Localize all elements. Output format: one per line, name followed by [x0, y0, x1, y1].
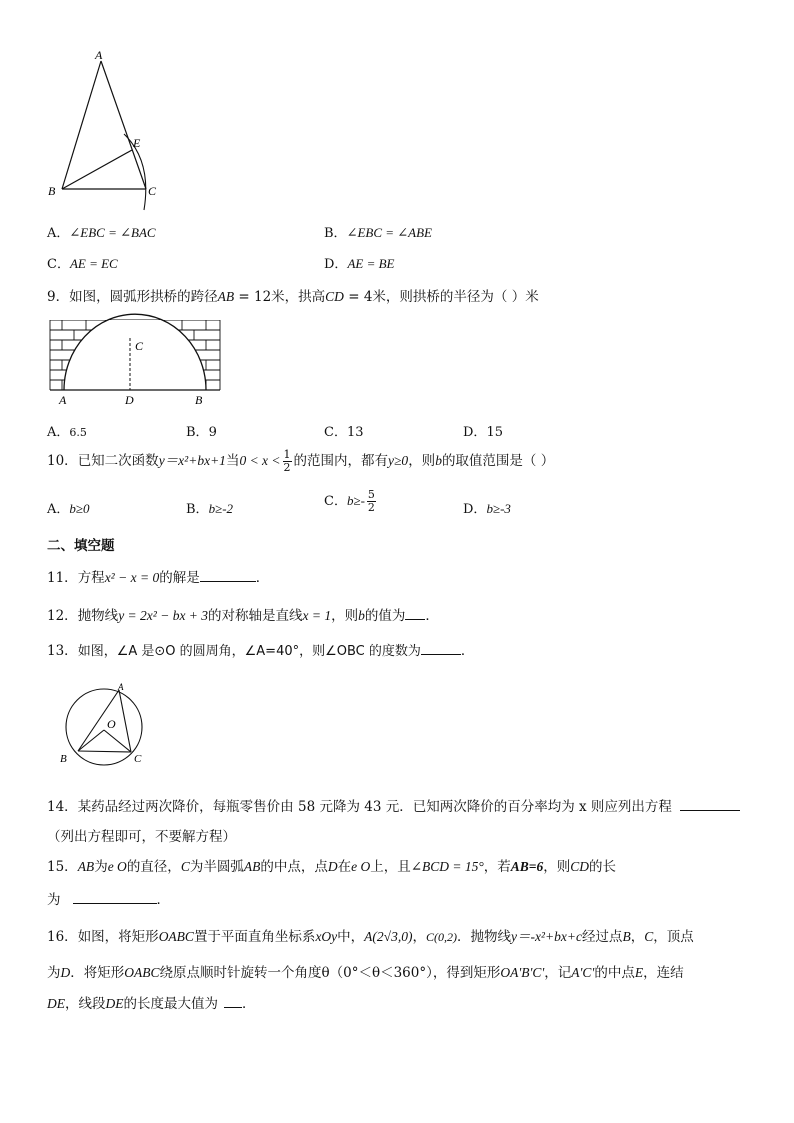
q8-figure [44, 46, 174, 216]
q9-label-b: B [195, 393, 203, 407]
q14-answer-blank[interactable] [680, 797, 740, 811]
q8-option-b-text: ∠EBC = ∠ABE [346, 225, 432, 240]
q10-option-c: C．b≥- $\frac{5}{2}$ [324, 488, 375, 514]
q13-label-b: B [60, 753, 67, 765]
q8-option-a-text: ∠EBC = ∠BAC [69, 225, 156, 240]
q11-answer-blank[interactable] [200, 568, 256, 582]
q8-option-b: B．∠EBC = ∠ABE [324, 225, 432, 241]
q16-line3: DE，线段DE的长度最大值为 ． [47, 996, 256, 1012]
q10-stem: 10．已知二次函数y＝x²+bx+1当0 < x < $\frac{1}{2}$ 的范围内，都有y≥0，则b的取值范围是（ ） [47, 448, 555, 474]
q9-label-c: C [135, 339, 144, 353]
q11-stem: 11．方程x² − x = 0的解是 ． [47, 570, 270, 586]
q14-stem: 14．某药品经过两次降价，每瓶零售价由 58 元降为 43 元．已知两次降价的百分率均为 x 则应列出方程 [47, 795, 740, 815]
q9-option-c: C．13 [324, 425, 364, 440]
q9-label-d: D [125, 393, 134, 407]
q8-label-b: B [48, 184, 56, 198]
q13-circle-figure [56, 680, 156, 768]
q9-label-a: A [59, 393, 67, 407]
q10-option-d: D．b≥-3 [463, 501, 511, 517]
q14-note: （列出方程即可，不要解方程） [47, 829, 236, 845]
q13-label-c: C [134, 753, 142, 765]
q10-option-c-fraction: $\frac{5}{2}$ [367, 488, 375, 514]
q15-stem: 15．AB为e O的直径，C为半圆弧AB的中点，点D在e O上，且∠BCD = 15°，若AB=6，则CD的长 [47, 859, 616, 875]
q9-option-c-text: 13 [346, 425, 364, 440]
q9-bridge-figure [44, 312, 229, 408]
q8-option-d: D．AE = BE [324, 256, 395, 272]
q8-label-a: A [95, 48, 103, 62]
q10-option-d-text: b≥-3 [486, 501, 511, 516]
q9-stem: 9．如图，圆弧形拱桥的跨径AB = 12米，拱高CD = 4米，则拱桥的半径为（ ）米 [47, 289, 539, 305]
q8-option-c-text: AE = EC [69, 256, 118, 271]
q10-option-a: A．b≥0 [47, 501, 90, 517]
q9-option-d-text: 15 [486, 425, 503, 440]
q8-option-d-text: AE = BE [347, 256, 395, 271]
q16-answer-blank[interactable] [224, 994, 242, 1008]
section-title-fill-in: 二、填空题 [47, 538, 115, 554]
q9-option-a-text: 6.5 [69, 426, 87, 439]
q9-option-d: D．15 [463, 425, 503, 440]
q13-label-o: O [107, 717, 116, 731]
q12-stem: 12．抛物线y = 2x² − bx + 3的对称轴是直线x = 1，则b的值为 ． [47, 608, 439, 624]
q16-stem: 16．如图，将矩形OABC置于平面直角坐标系xOy中，A(2√3,0)，C(0,2)．抛物线y＝-x²+bx+c经过点B，C，顶点 [47, 929, 694, 945]
q15-answer-blank[interactable] [73, 890, 157, 904]
q13-text: 如图，∠A 是⊙O 的圆周角，∠A=40°，则∠OBC 的度数为 [77, 644, 421, 659]
q10-option-c-text: b≥- [346, 493, 365, 508]
q10-option-b: B．b≥-2 [186, 501, 234, 517]
q16-line2: 为D．将矩形OABC绕原点顺时针旋转一个角度θ（0°＜θ＜360°），得到矩形OA'B'C'，记A'C'的中点E，连结 [47, 965, 684, 981]
q15-line2: 为 ． [47, 892, 170, 908]
q12-answer-blank[interactable] [405, 606, 425, 620]
q8-label-c: C [148, 184, 157, 198]
q10-option-b-text: b≥-2 [208, 501, 234, 516]
q8-option-c: C．AE = EC [47, 256, 118, 272]
q9-option-a: A．6.5 [47, 425, 87, 440]
q9-option-b: B．9 [186, 425, 217, 440]
q13-label-a: A [118, 682, 124, 692]
q8-option-a: A．∠EBC = ∠BAC [47, 225, 156, 241]
q9-option-b-text: 9 [208, 425, 217, 440]
q13-answer-blank[interactable] [421, 641, 461, 655]
q13-stem: 13．如图，∠A 是⊙O 的圆周角，∠A=40°，则∠OBC 的度数为 ． [47, 643, 475, 659]
q8-label-e: E [133, 136, 141, 150]
q14-text: 某药品经过两次降价，每瓶零售价由 58 元降为 43 元．已知两次降价的百分率均为 x 则应列出方程 [77, 799, 672, 815]
q10-option-a-text: b≥0 [69, 501, 90, 516]
q10-fraction: $\frac{1}{2}$ [283, 448, 291, 474]
